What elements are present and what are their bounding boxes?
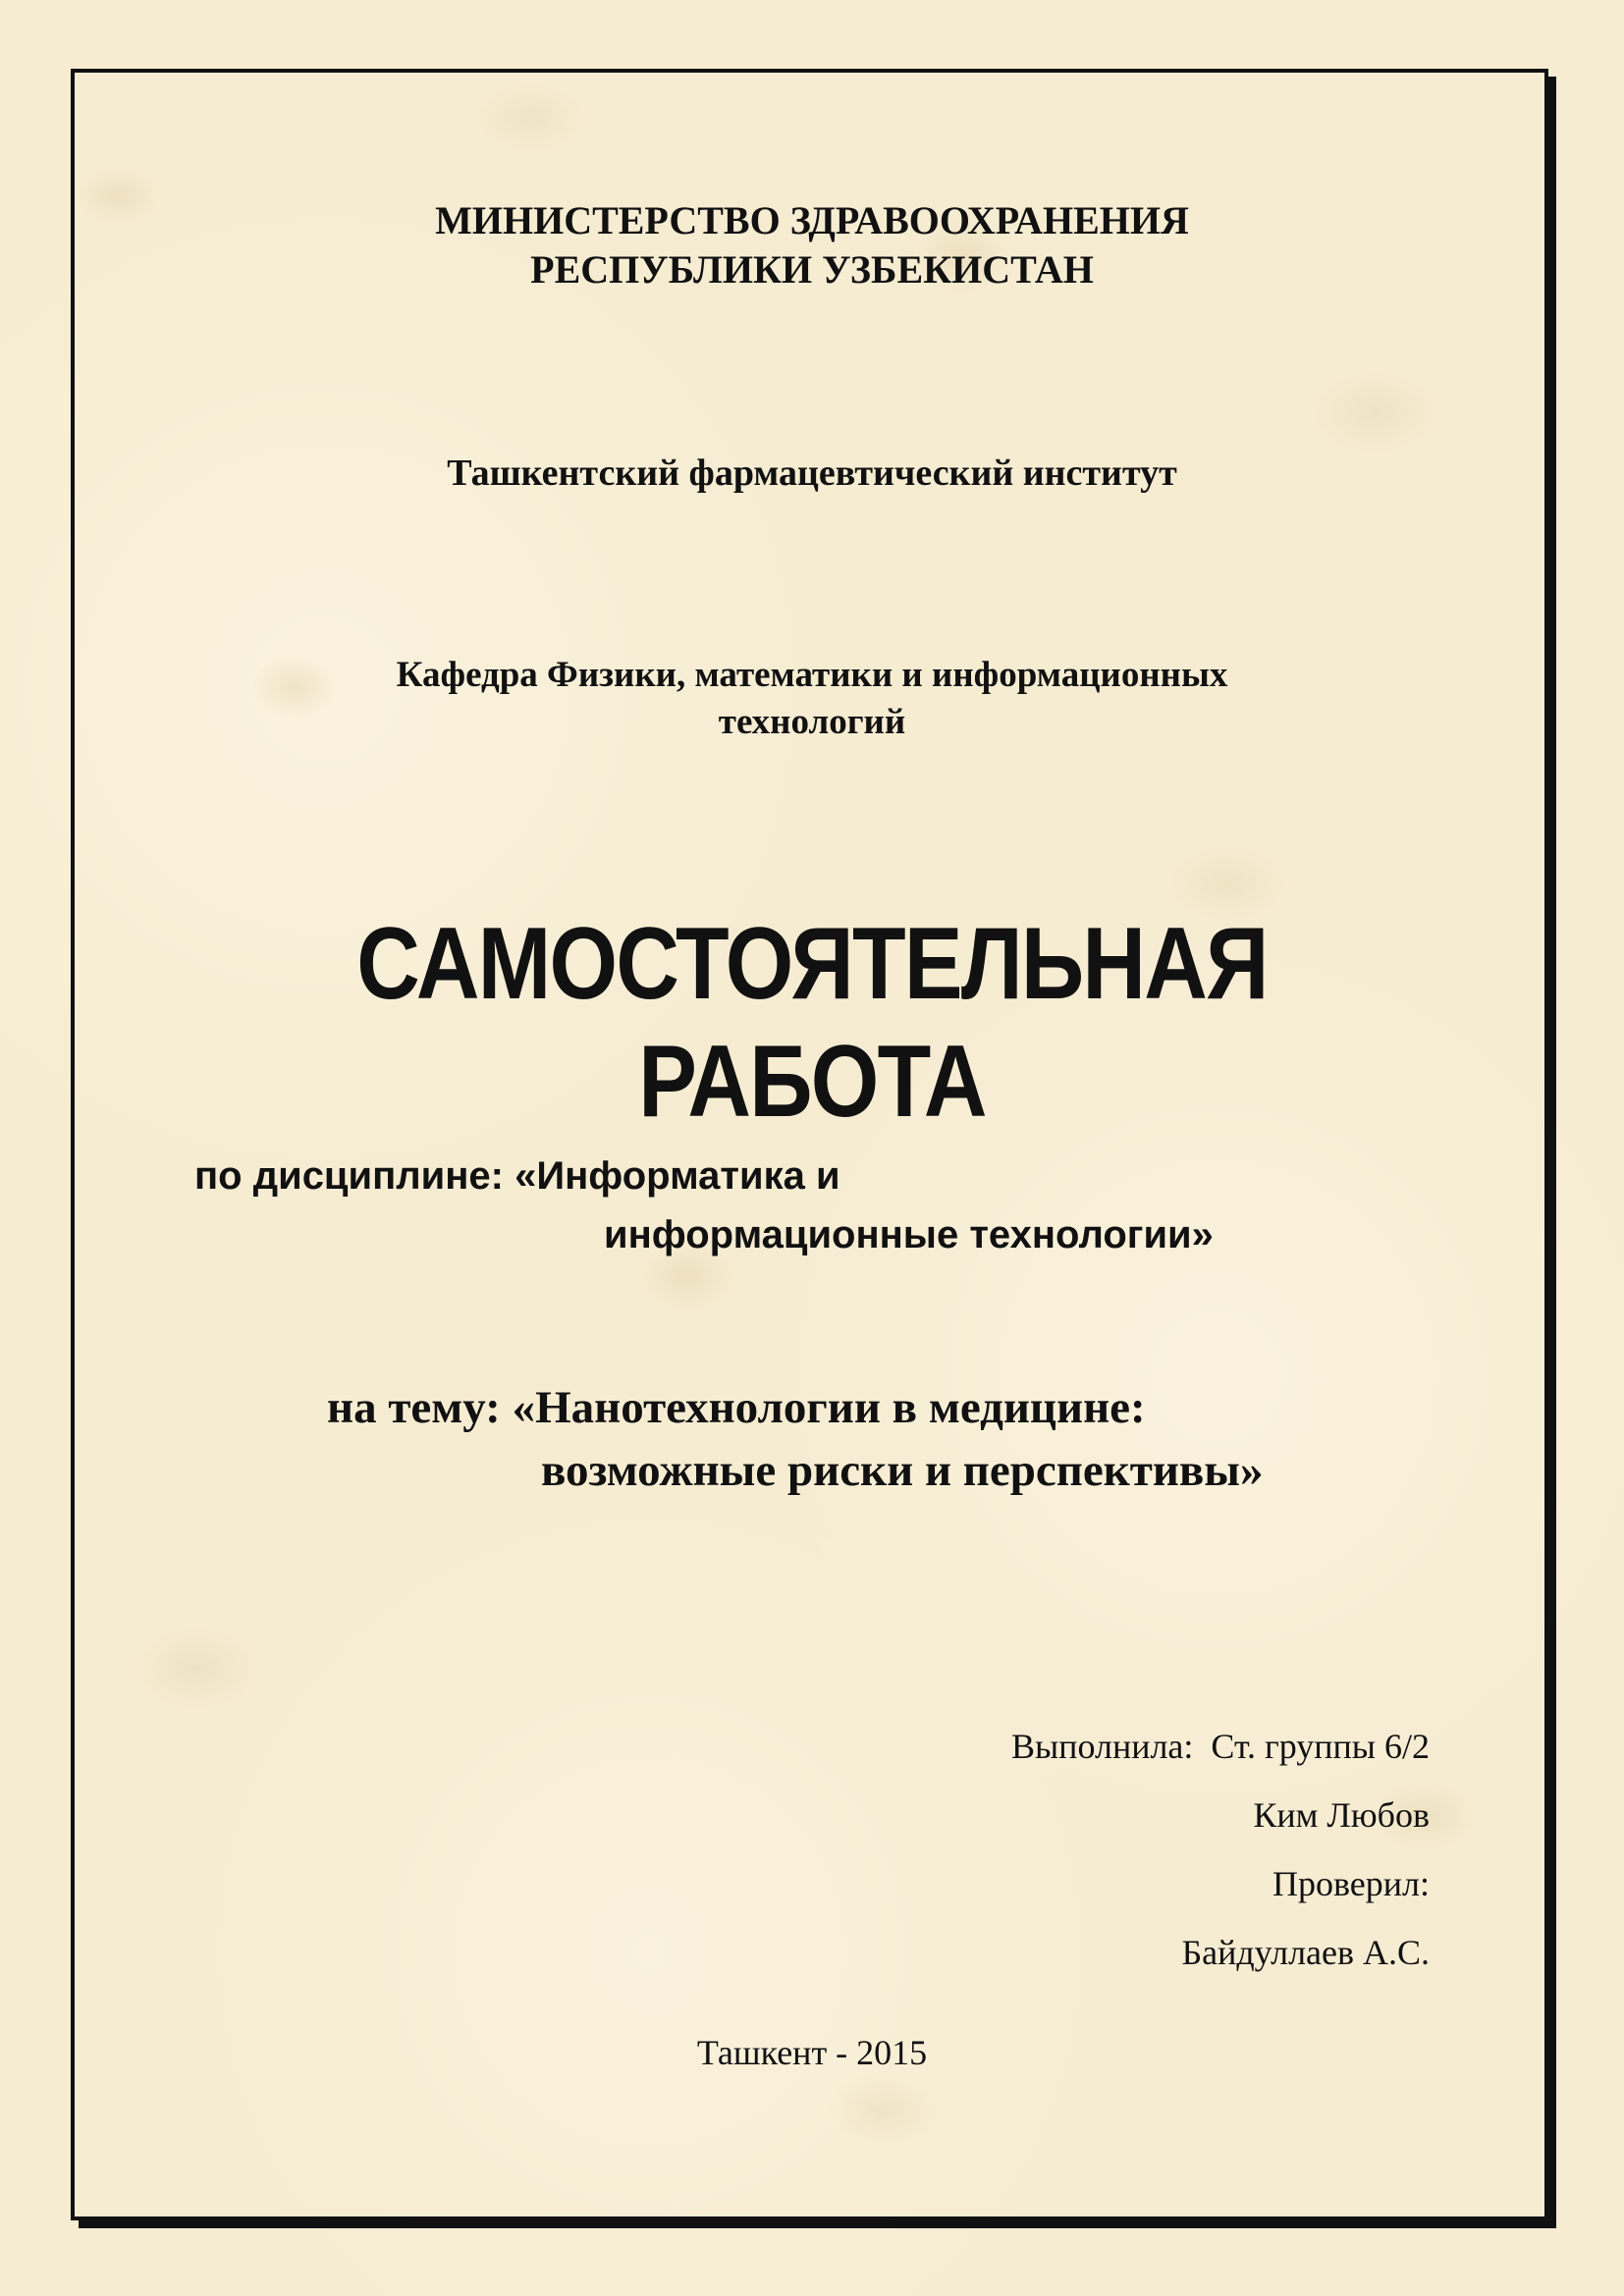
discipline-block [194, 1147, 1471, 1264]
city-year: Ташкент - 2015 [696, 2033, 928, 2072]
ministry-heading [0, 196, 1624, 294]
discipline-line-2: информационные технологии» [604, 1213, 1214, 1256]
performed-by: Выполнила: Ст. группы 6/2 [1010, 1727, 1430, 1766]
department-line-2: технологий [718, 702, 906, 742]
topic-line-1: на тему: «Нанотехнологии в медицине: [327, 1382, 1146, 1433]
ministry-line-2: РЕСПУБЛИКИ УЗБЕКИСТАН [530, 247, 1094, 292]
institute-name: Ташкентский фармацевтический институт [447, 453, 1177, 494]
ministry-line-1: МИНИСТЕРСТВО ЗДРАВООХРАНЕНИЯ [435, 198, 1189, 242]
document-title: САМОСТОЯТЕЛЬНАЯ РАБОТА [356, 907, 1268, 1139]
teacher-name: Байдуллаев А.С. [1181, 1933, 1430, 1972]
department-heading [0, 652, 1624, 746]
signature-block [1011, 1712, 1430, 1987]
checked-by: Проверил: [1272, 1864, 1430, 1903]
topic-block [327, 1376, 1505, 1502]
department-line-1: Кафедра Физики, математики и информационных [396, 655, 1228, 695]
discipline-line-1: по дисциплине: «Информатика и [194, 1154, 840, 1198]
student-name: Ким Любов [1253, 1795, 1430, 1835]
topic-line-2: возможные риски и перспективы» [541, 1445, 1264, 1496]
